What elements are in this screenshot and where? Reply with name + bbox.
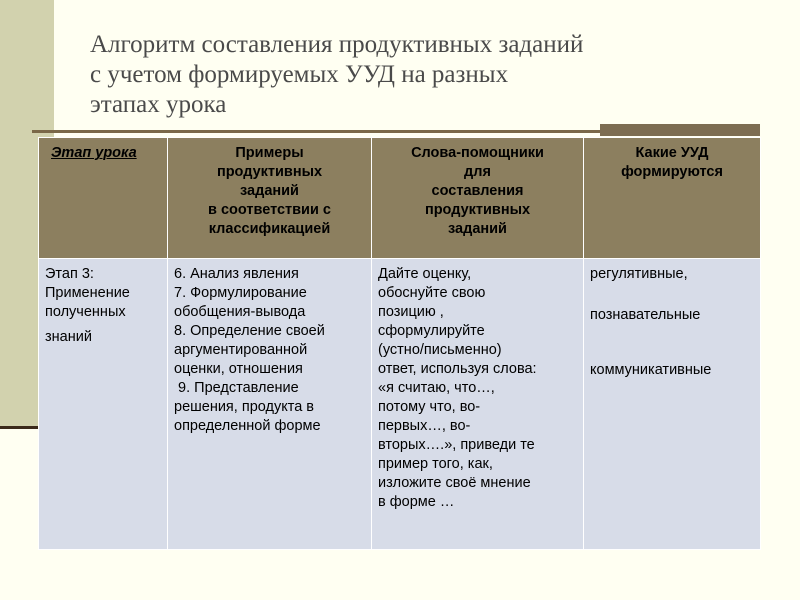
title-line-2: с учетом формируемых УУД на разных [90, 61, 509, 88]
algorithm-table [38, 137, 761, 550]
header-lesson-stage: Этап урока [39, 138, 168, 259]
uud-cognitive: познавательные [590, 307, 701, 323]
cell-uud [584, 259, 761, 550]
title-line-3: этапах урока [90, 91, 227, 118]
title-line-1: Алгоритм составления продуктивных заданий [90, 31, 584, 58]
uud-communicative: коммуникативные [590, 362, 712, 378]
slide-title [90, 30, 770, 120]
header-examples: Примеры продуктивных заданий в соответствии с классификацией [168, 138, 372, 259]
title-divider-accent [600, 124, 760, 136]
uud-regulatory: регулятивные, [590, 266, 688, 282]
cell-stage: Этап 3: Применение полученных знаний [39, 259, 168, 550]
cell-helper-words: Дайте оценку, обоснуйте свою позицию , сформулируйте (устно/письменно) ответ, используя слова: «я считаю, что…, потому что, во- первых…, во- вторых….», приведи те пример того, как, изложите своё мнение в форме … [372, 259, 584, 550]
table-row [39, 259, 761, 550]
table-header-row [39, 138, 761, 259]
header-helper-words: Слова-помощники для составления продуктивных заданий [372, 138, 584, 259]
cell-examples: 6. Анализ явления 7. Формулирование обобщения-вывода 8. Определение своей аргументированной оценки, отношения 9. Представление решения, продукта в определенной форме [168, 259, 372, 550]
header-uud: Какие УУД формируются [584, 138, 761, 259]
